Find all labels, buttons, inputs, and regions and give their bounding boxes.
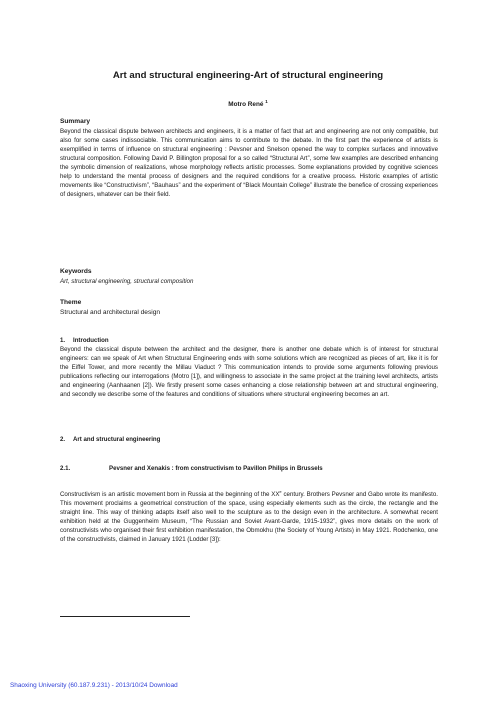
section-2-1-title: Pevsner and Xenakis : from constructivism to Pavillon Philips in Brussels bbox=[109, 465, 323, 472]
author-line bbox=[60, 98, 436, 109]
section-1-number: 1. bbox=[60, 337, 66, 344]
section-2-heading bbox=[60, 436, 438, 444]
keywords-text: Art, structural engineering, structural composition bbox=[60, 277, 194, 285]
theme-heading: Theme bbox=[60, 299, 82, 306]
footnote-rule bbox=[60, 616, 190, 617]
section-2-1-text-part1: Constructivism is an artistic movement born in Russia at the beginning of the XX bbox=[60, 491, 280, 498]
section-2-1-body bbox=[60, 490, 438, 544]
theme-text: Structural and architectural design bbox=[60, 308, 161, 316]
section-2-1-number: 2.1. bbox=[60, 465, 71, 472]
introduction-section bbox=[60, 337, 438, 399]
century-superscript: e bbox=[279, 488, 282, 494]
section-2-1-text-part2: century. Brothers Pevsner and Gabo wrote its manifesto. This movement proclaims a geometrical construction of the space, using especially elements such as the circle, the rectangle and the straight line. This way of thinking adapts itself also well to the sculpture as to the design even in the architecture. A somewhat recent exhibition held at the Guggenheim Museum, “The Russian and Soviet Avant-Garde, 1915-1932”, gives more details on the work of constructivists who organised their first exhibition manifestation, the Obmokhu (the Society of Young Artists) in May 1921. Rodchenko, one of the constructivists, claimed in January 1921 (Lodder [3]): bbox=[60, 491, 438, 544]
section-2-number: 2. bbox=[60, 436, 66, 443]
summary-text: Beyond the classical dispute between architects and engineers, it is a matter of fact that art and engineering are not only compatible, but also for some cases indissociable. This communication aims to contribute to the debate. In the first part the experience of artists is exemplified in terms of influence on structural engineering : Pevsner and Snelson opened the way to complex surfaces and innovative structural composition. Following David P. Billington proposal for a so called “Structural Art”, some few examples are described enhancing the symbolic dimension of realizations, whose morphology reflects artistic processes. Some explanations provided by cognitive sciences help to understand the mental process of designers and the required conditions for a creative process. Historic examples of artistic movements like “Constructivism”, “Bauhaus” and the experiment of “Black Mountain College” illustrate the benefice of crossing experiences of designers, whatever can be their field. bbox=[60, 127, 438, 198]
keywords-heading: Keywords bbox=[60, 268, 92, 275]
section-2-title: Art and structural engineering bbox=[73, 436, 161, 443]
author-footnote-mark: 1 bbox=[265, 99, 268, 104]
section-2-1-text bbox=[60, 490, 438, 544]
section-1-title: Introduction bbox=[73, 337, 109, 344]
section-2-1-heading bbox=[60, 465, 438, 473]
summary-section bbox=[60, 118, 438, 199]
summary-heading: Summary bbox=[60, 118, 91, 125]
keywords-section bbox=[60, 268, 438, 286]
paper-title: Art and structural engineering-Art of structural engineering bbox=[112, 70, 384, 81]
theme-section bbox=[60, 299, 438, 317]
section-1-heading bbox=[60, 337, 438, 345]
download-watermark[interactable]: Shaoxing University (60.187.9.231) - 2013/10/24 Download bbox=[10, 682, 178, 689]
author-name: Motro René bbox=[228, 101, 264, 109]
introduction-text: Beyond the classical dispute between the architect and the designer, there is another one debate which is of interest for structural engineers: can we speak of Art when Structural Engineering ends with some solutions which are recognized as pieces of art, like it is for the Eiffel Tower, and more recently the Millau Viaduct ? This communication intends to provide some arguments following previous publications reflecting our interrogations (Motro [1]), and willingness to associate in the same project at the training level architects, artists and engineering (Aanhaanen [2]). We firstly present some cases enhancing a close relationship between art and structural engineering, and secondly we describe some of the features and conditions of situations where structural engineering becomes an art. bbox=[60, 346, 438, 399]
